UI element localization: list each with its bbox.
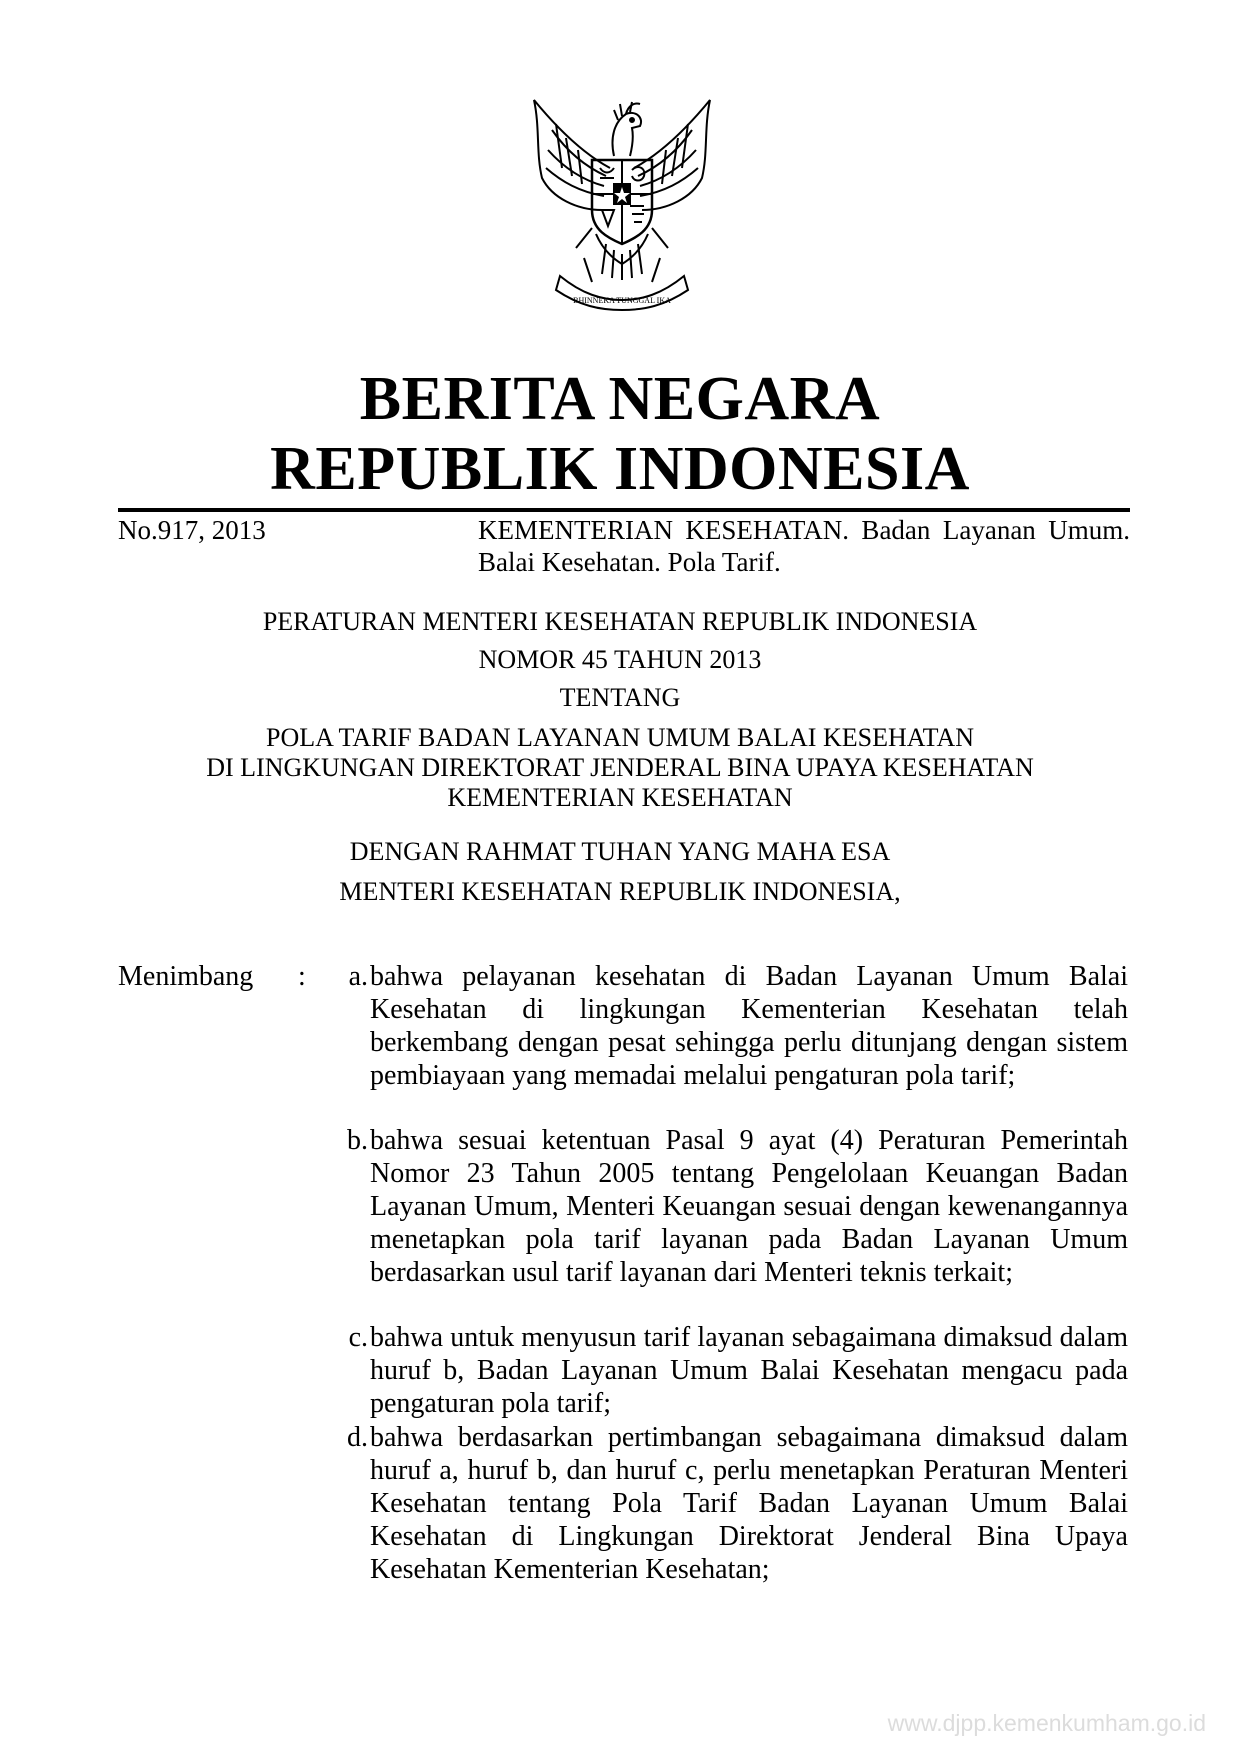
consideration-text-b: bahwa sesuai ketentuan Pasal 9 ayat (4) Peraturan Pemerintah Nomor 23 Tahun 2005 tentang Pengelolaan Keuangan Badan Layanan Umum, Menteri Keuangan sesuai dengan kewenangannya menetapkan pola tarif layanan pada Badan Layanan Umum berdasarkan usul tarif layanan dari Menteri teknis terkait; — [370, 1125, 1128, 1288]
issue-subject: KEMENTERIAN KESEHATAN. Badan Layanan Umum. Balai Kesehatan. Pola Tarif. — [478, 515, 1130, 577]
consideration-text-a: bahwa pelayanan kesehatan di Badan Layanan Umum Balai Kesehatan di lingkungan Kementerian Kesehatan telah berkembang dengan pesat sehingga perlu ditunjang dengan sistem pembiayaan yang memadai melalui pengaturan pola tarif; — [370, 961, 1128, 1091]
regulation-title: PERATURAN MENTERI KESEHATAN REPUBLIK INDONESIA — [262, 607, 978, 636]
regulation-subject-line3: KEMENTERIAN KESEHATAN — [447, 783, 793, 812]
invocation: DENGAN RAHMAT TUHAN YANG MAHA ESA — [349, 837, 891, 866]
source-watermark: www.djpp.kemenkumham.go.id — [887, 1710, 1206, 1736]
emblem-drawing — [522, 98, 722, 313]
emblem-motto: BHINNEKA TUNGGAL IKA — [573, 296, 671, 305]
publication-title-line1: BERITA NEGARA — [359, 365, 881, 433]
consideration-letter-a: a. — [348, 961, 368, 992]
regulation-subject-line2: DI LINGKUNGAN DIREKTORAT JENDERAL BINA UPAYA KESEHATAN — [206, 753, 1034, 782]
regulation-about: TENTANG — [559, 683, 681, 712]
considerations-label: Menimbang — [118, 961, 254, 992]
regulation-subject-line1: POLA TARIF BADAN LAYANAN UMUM BALAI KESEHATAN — [266, 723, 974, 752]
regulation-number: NOMOR 45 TAHUN 2013 — [478, 645, 762, 674]
issuing-authority: MENTERI KESEHATAN REPUBLIK INDONESIA, — [339, 877, 901, 906]
publication-title-line2: REPUBLIK INDONESIA — [270, 435, 970, 503]
header-divider — [118, 508, 1130, 512]
consideration-letter-b: b. — [347, 1125, 368, 1156]
considerations-colon: : — [298, 961, 306, 992]
garuda-pancasila-emblem-icon — [522, 98, 722, 313]
consideration-text-c: bahwa untuk menyusun tarif layanan sebagaimana dimaksud dalam huruf b, Badan Layanan Umum Balai Kesehatan mengacu pada pengaturan pola tarif; — [370, 1322, 1128, 1419]
issue-number: No.917, 2013 — [118, 515, 266, 545]
consideration-text-d: bahwa berdasarkan pertimbangan sebagaimana dimaksud dalam huruf a, huruf b, dan huruf c, perlu menetapkan Peraturan Menteri Kesehatan tentang Pola Tarif Badan Layanan Umum Balai Kesehatan di Lingkungan Direktorat Jenderal Bina Upaya Kesehatan Kementerian Kesehatan; — [370, 1422, 1128, 1585]
consideration-letter-c: c. — [348, 1322, 368, 1353]
consideration-letter-d: d. — [347, 1422, 368, 1453]
